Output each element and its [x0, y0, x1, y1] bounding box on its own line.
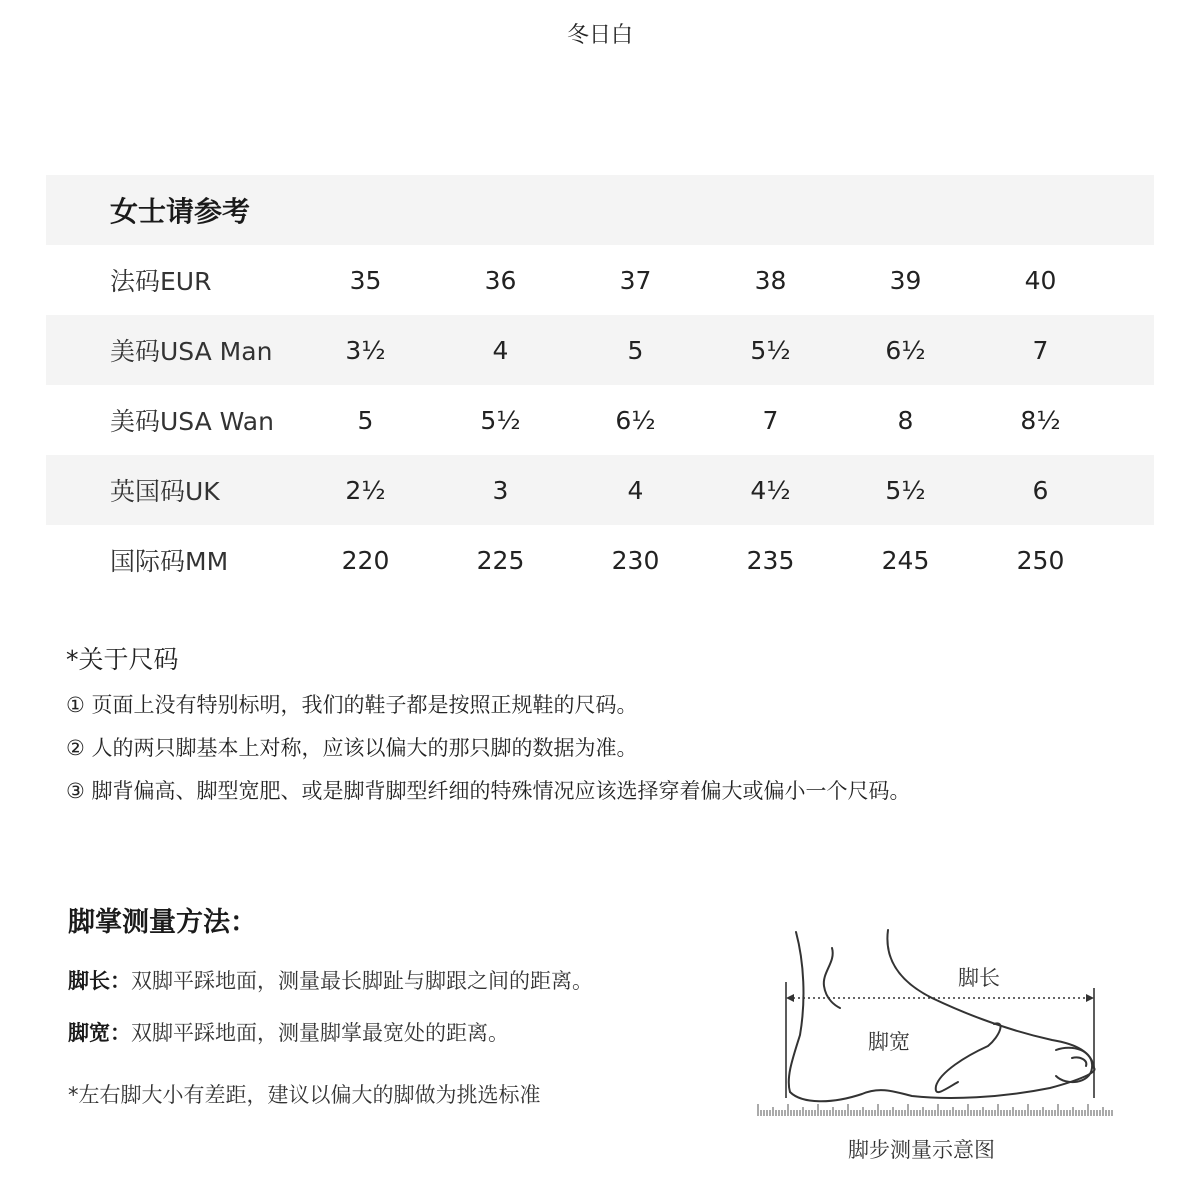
ruler: [758, 1104, 1112, 1116]
size-cell: 220: [341, 545, 390, 575]
size-cell: 8½: [1020, 405, 1061, 435]
size-cell: 250: [1016, 545, 1065, 575]
foot-width-instruction: [68, 1017, 728, 1047]
size-cell: 40: [1024, 265, 1057, 295]
foot-length-text: 双脚平踩地面，测量最长脚趾与脚跟之间的距离。: [131, 969, 593, 993]
length-arrow-right: [1086, 994, 1094, 1002]
size-cell: 6: [1032, 475, 1049, 505]
foot-length-instruction: [68, 965, 728, 995]
size-row-usa-wan: [46, 385, 1154, 455]
row-label: 美码USA Man: [110, 337, 273, 366]
size-cell: 37: [619, 265, 652, 295]
notes-title: *关于尺码: [66, 645, 179, 674]
size-row-eur: [46, 245, 1154, 315]
color-name: 冬日白: [566, 23, 633, 48]
leg-outline: [789, 932, 804, 1092]
size-row-mm: [46, 525, 1154, 595]
size-cell: 5: [357, 405, 374, 435]
size-cell: 5½: [885, 475, 926, 505]
size-cell: 4: [492, 335, 509, 365]
size-table: [46, 175, 1154, 595]
foot-measure-diagram: [750, 920, 1130, 1190]
row-label: 国际码MM: [110, 547, 229, 576]
foot-length-label: 脚长：: [68, 969, 131, 993]
size-cell: 245: [881, 545, 930, 575]
size-notes: [66, 640, 911, 813]
foot-width-text: 双脚平踩地面，测量脚掌最宽处的距离。: [131, 1021, 509, 1045]
size-cell: 4: [627, 475, 644, 505]
size-cell: 230: [611, 545, 660, 575]
size-cell: 235: [746, 545, 795, 575]
foot-sole-outline: [790, 1068, 1095, 1101]
note-line: ③ 脚背偏高、脚型宽肥、或是脚背脚型纤细的特殊情况应该选择穿着偏大或偏小一个尺码。: [66, 779, 911, 803]
note-line: ① 页面上没有特别标明，我们的鞋子都是按照正规鞋的尺码。: [66, 693, 638, 717]
foot-width-loop: [936, 1023, 1001, 1092]
foot-width-diagram-label: 脚宽: [868, 1030, 910, 1054]
size-cell: 3½: [345, 335, 386, 365]
size-cell: 6½: [885, 335, 926, 365]
size-cell: 6½: [615, 405, 656, 435]
toe-nail: [1072, 1057, 1086, 1066]
size-cell: 5½: [750, 335, 791, 365]
row-label: 美码USA Wan: [110, 407, 274, 436]
foot-length-diagram-label: 脚长: [958, 966, 1000, 990]
size-cell: 7: [762, 405, 779, 435]
size-cell: 36: [484, 265, 517, 295]
size-cell: 225: [476, 545, 525, 575]
size-cell: 3: [492, 475, 509, 505]
measurement-section: [68, 900, 728, 1109]
foot-width-label: 脚宽：: [68, 1021, 131, 1045]
size-table-heading: 女士请参考: [46, 175, 1154, 245]
size-cell: 39: [889, 265, 922, 295]
size-cell: 7: [1032, 335, 1049, 365]
ankle-line: [824, 948, 840, 1008]
size-cell: 35: [349, 265, 382, 295]
row-label: 英国码UK: [110, 477, 220, 506]
length-arrow-left: [786, 994, 794, 1002]
size-row-usa-man: [46, 315, 1154, 385]
size-cell: 8: [897, 405, 914, 435]
size-cell: 2½: [345, 475, 386, 505]
measurement-title: 脚掌测量方法：: [68, 907, 257, 938]
size-row-uk: [46, 455, 1154, 525]
size-cell: 4½: [750, 475, 791, 505]
row-label: 法码EUR: [110, 267, 212, 296]
size-cell: 38: [754, 265, 787, 295]
size-cell: 5: [627, 335, 644, 365]
diagram-caption: 脚步测量示意图: [848, 1138, 995, 1162]
note-line: ② 人的两只脚基本上对称，应该以偏大的那只脚的数据为准。: [66, 736, 638, 760]
measurement-tip: *左右脚大小有差距，建议以偏大的脚做为挑选标准: [68, 1083, 541, 1107]
size-cell: 5½: [480, 405, 521, 435]
